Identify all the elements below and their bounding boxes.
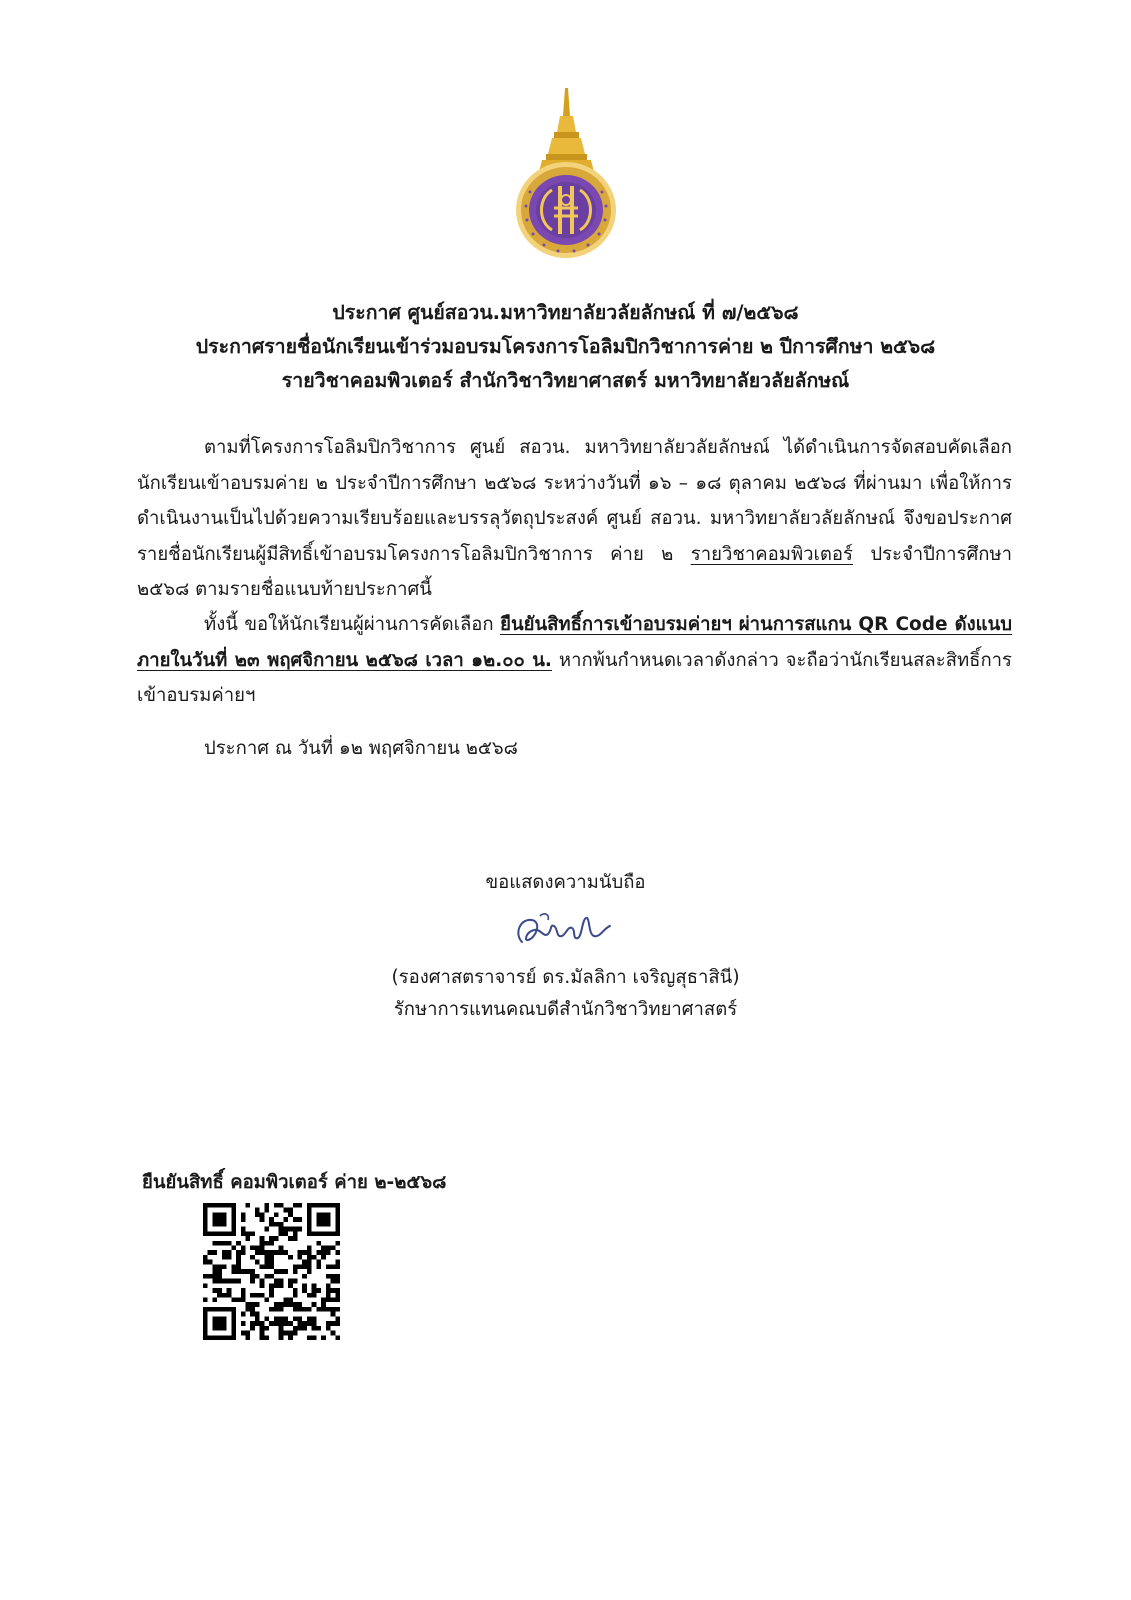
paragraph-instruction xyxy=(137,607,1012,714)
qr-code-icon[interactable] xyxy=(203,1203,340,1340)
handwritten-signature xyxy=(510,904,622,954)
closing-regards: ขอแสดงความนับถือ xyxy=(485,872,646,893)
announcement-title: ประกาศ ศูนย์สอวน.มหาวิทยาลัยวลัยลักษณ์ ที่ ๗/๒๕๖๘ xyxy=(332,301,799,324)
instruction-deadline: ยืนยันสิทธิ์การเข้าอบรมค่ายฯ ผ่านการสแกน QR Code ดังแนบ ภายในวันที่ ๒๓ พฤศจิกายน ๒๕๖๘ เวลา ๑๒.๐๐ น. xyxy=(137,614,1012,671)
signer-block xyxy=(380,962,751,1026)
university-crest-icon xyxy=(508,88,624,264)
qr-label: ยืนยันสิทธิ์ คอมพิวเตอร์ ค่าย ๒-๒๕๖๘ xyxy=(142,1172,447,1193)
instruction-text-end: หากพ้นกำหนดเวลาดังกล่าว จะถือว่านักเรียนสละสิทธิ์การเข้าอบรมค่ายฯ xyxy=(137,649,1012,706)
paragraph-announcement xyxy=(137,430,1012,608)
subject-underlined: รายวิชาคอมพิวเตอร์ xyxy=(690,543,853,565)
signer-position: รักษาการแทนคณบดีสำนักวิชาวิทยาศาสตร์ xyxy=(393,999,738,1020)
announcement-subtitle: ประกาศรายชื่อนักเรียนเข้าร่วมอบรมโครงการโอลิมปิกวิชาการค่าย ๒ ปีการศึกษา ๒๕๖๘ xyxy=(195,335,936,358)
signer-name: (รองศาสตราจารย์ ดร.มัลลิกา เจริญสุธาสินี) xyxy=(391,967,740,988)
instruction-text: ทั้งนี้ ขอให้นักเรียนผู้ผ่านการคัดเลือก xyxy=(204,614,501,635)
announcement-date: ประกาศ ณ วันที่ ๑๒ พฤศจิกายน ๒๕๖๘ xyxy=(204,738,518,759)
announcement-department: รายวิชาคอมพิวเตอร์ สำนักวิชาวิทยาศาสตร์ มหาวิทยาลัยวลัยลักษณ์ xyxy=(281,369,850,392)
paragraph-text-end: ประจำปีการศึกษา ๒๕๖๘ ตามรายชื่อแนบท้ายประกาศนี้ xyxy=(137,543,1012,600)
paragraph-text: ตามที่โครงการโอลิมปิกวิชาการ ศูนย์ สอวน. มหาวิทยาลัยวลัยลักษณ์ ได้ดำเนินการจัดสอบคัดเลือกนักเรียนเข้าอบรมค่าย ๒ ประจำปีการศึกษา ๒๕๖๘ ระหว่างวันที่ ๑๖ – ๑๘ ตุลาคม ๒๕๖๘ ที่ผ่านมา เพื่อให้การดำเนินงานเป็นไปด้วยความเรียบร้อยและบรรลุวัตถุประสงค์ ศูนย์ สอวน. มหาวิทยาลัยวลัยลักษณ์ จึงขอประกาศรายชื่อนักเรียนผู้มีสิทธิ์เข้าอบรมโครงการโอลิมปิกวิชาการ ค่าย ๒ xyxy=(137,437,1012,565)
